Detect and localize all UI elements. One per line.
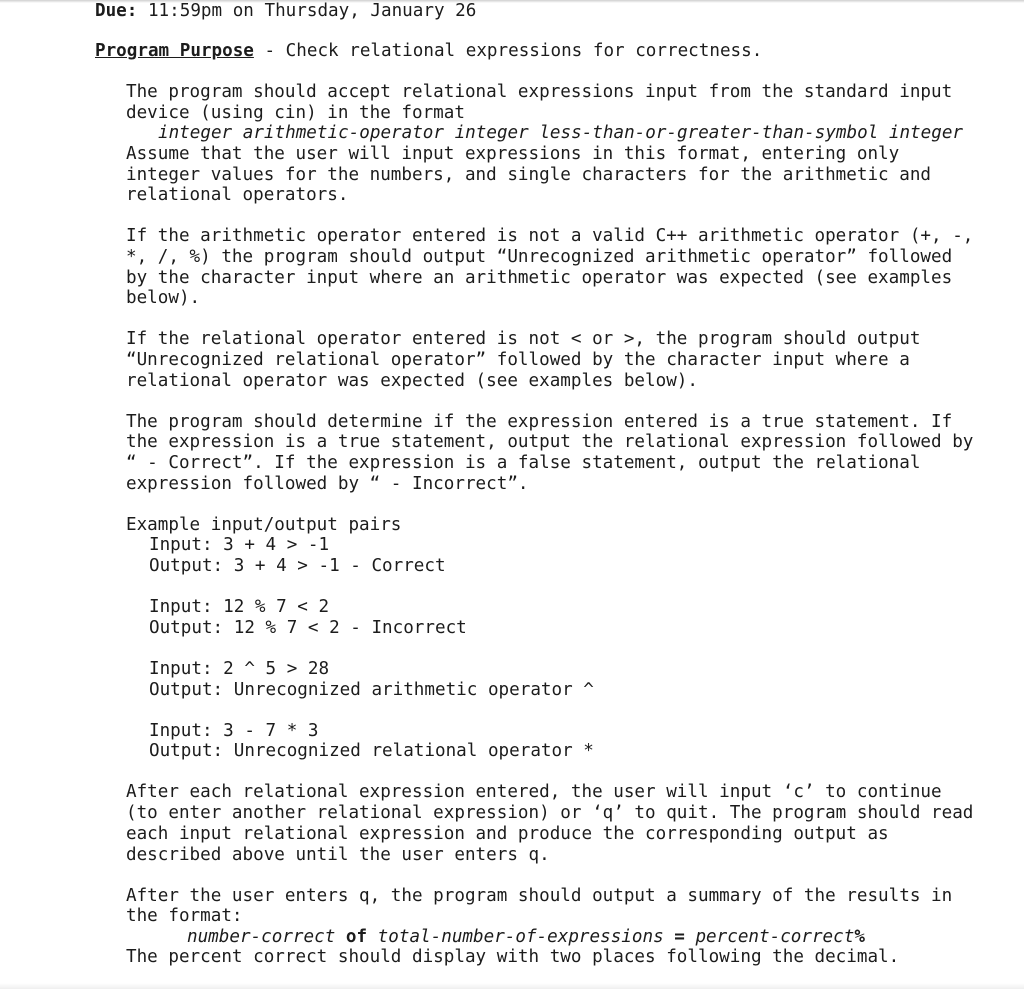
- examples-heading: Example input/output pairs: [126, 515, 402, 535]
- example-input-1: Input: 3 + 4 > -1: [149, 535, 330, 555]
- para2-line-3: by the character input where an arithmetic operator was expected (see examples: [126, 268, 953, 288]
- input-format-line: integer arithmetic-operator integer less-than-or-greater-than-symbol integer: [158, 123, 964, 143]
- summary-format-line: [187, 927, 865, 948]
- purpose-text: - Check relational expressions for correctness.: [253, 41, 763, 61]
- due-value: 11:59pm on Thursday, January 26: [137, 1, 477, 21]
- para2-line-4: below).: [126, 288, 201, 308]
- para3-line-3: relational operator was expected (see examples below).: [126, 371, 698, 391]
- example-output-1: Output: 3 + 4 > -1 - Correct: [149, 556, 446, 576]
- para5-line-1: After each relational expression entered, the user will input ‘c’ to continue: [126, 782, 942, 802]
- para1-line-1: The program should accept relational expressions input from the standard input: [126, 82, 953, 102]
- example-input-3: Input: 2 ^ 5 > 28: [149, 659, 330, 679]
- para3-line-2: “Unrecognized relational operator” followed by the character input where a: [126, 350, 910, 370]
- para6-line-2: the format:: [126, 906, 243, 926]
- summary-percent-sign: %: [854, 927, 865, 947]
- due-label: Due:: [95, 1, 138, 21]
- page-bottom-edge: [0, 983, 1024, 989]
- summary-total: total-number-of-expressions: [377, 927, 664, 947]
- example-output-4: Output: Unrecognized relational operator *: [149, 741, 594, 761]
- para4-line-3: “ - Correct”. If the expression is a false statement, output the relational: [126, 453, 921, 473]
- example-output-3: Output: Unrecognized arithmetic operator ^: [149, 680, 594, 700]
- due-line: [95, 1, 476, 22]
- para2-line-2: *, /, %) the program should output “Unrecognized arithmetic operator” followed: [126, 247, 953, 267]
- para4-line-1: The program should determine if the expression entered is a true statement. If: [126, 412, 953, 432]
- para5-line-2: (to enter another relational expression) or ‘q’ to quit. The program should read: [126, 803, 974, 823]
- para1-line-2: device (using cin) in the format: [126, 103, 465, 123]
- example-input-4: Input: 3 - 7 * 3: [149, 721, 319, 741]
- para1-line-3: Assume that the user will input expressions in this format, entering only: [126, 144, 900, 164]
- para6-line-1: After the user enters q, the program should output a summary of the results in: [126, 886, 953, 906]
- purpose-label: Program Purpose: [95, 41, 254, 61]
- para5-line-4: described above until the user enters q.: [126, 845, 550, 865]
- purpose-line: [95, 41, 762, 62]
- para1-line-5: relational operators.: [126, 185, 349, 205]
- summary-number-correct: number-correct: [187, 927, 336, 947]
- example-output-2: Output: 12 % 7 < 2 - Incorrect: [149, 618, 467, 638]
- para4-line-2: the expression is a true statement, output the relational expression followed by: [126, 432, 974, 452]
- summary-equals: =: [663, 927, 696, 947]
- para3-line-1: If the relational operator entered is not < or >, the program should output: [126, 329, 921, 349]
- para6-last-line: The percent correct should display with two places following the decimal.: [126, 947, 900, 967]
- summary-percent-correct: percent-correct: [695, 927, 855, 947]
- para4-line-4: expression followed by “ - Incorrect”.: [126, 474, 529, 494]
- para2-line-1: If the arithmetic operator entered is not a valid C++ arithmetic operator (+, -,: [126, 226, 974, 246]
- para1-line-4: integer values for the numbers, and single characters for the arithmetic and: [126, 165, 932, 185]
- para5-line-3: each input relational expression and produce the corresponding output as: [126, 824, 889, 844]
- example-input-2: Input: 12 % 7 < 2: [149, 597, 330, 617]
- summary-of: of: [335, 927, 378, 947]
